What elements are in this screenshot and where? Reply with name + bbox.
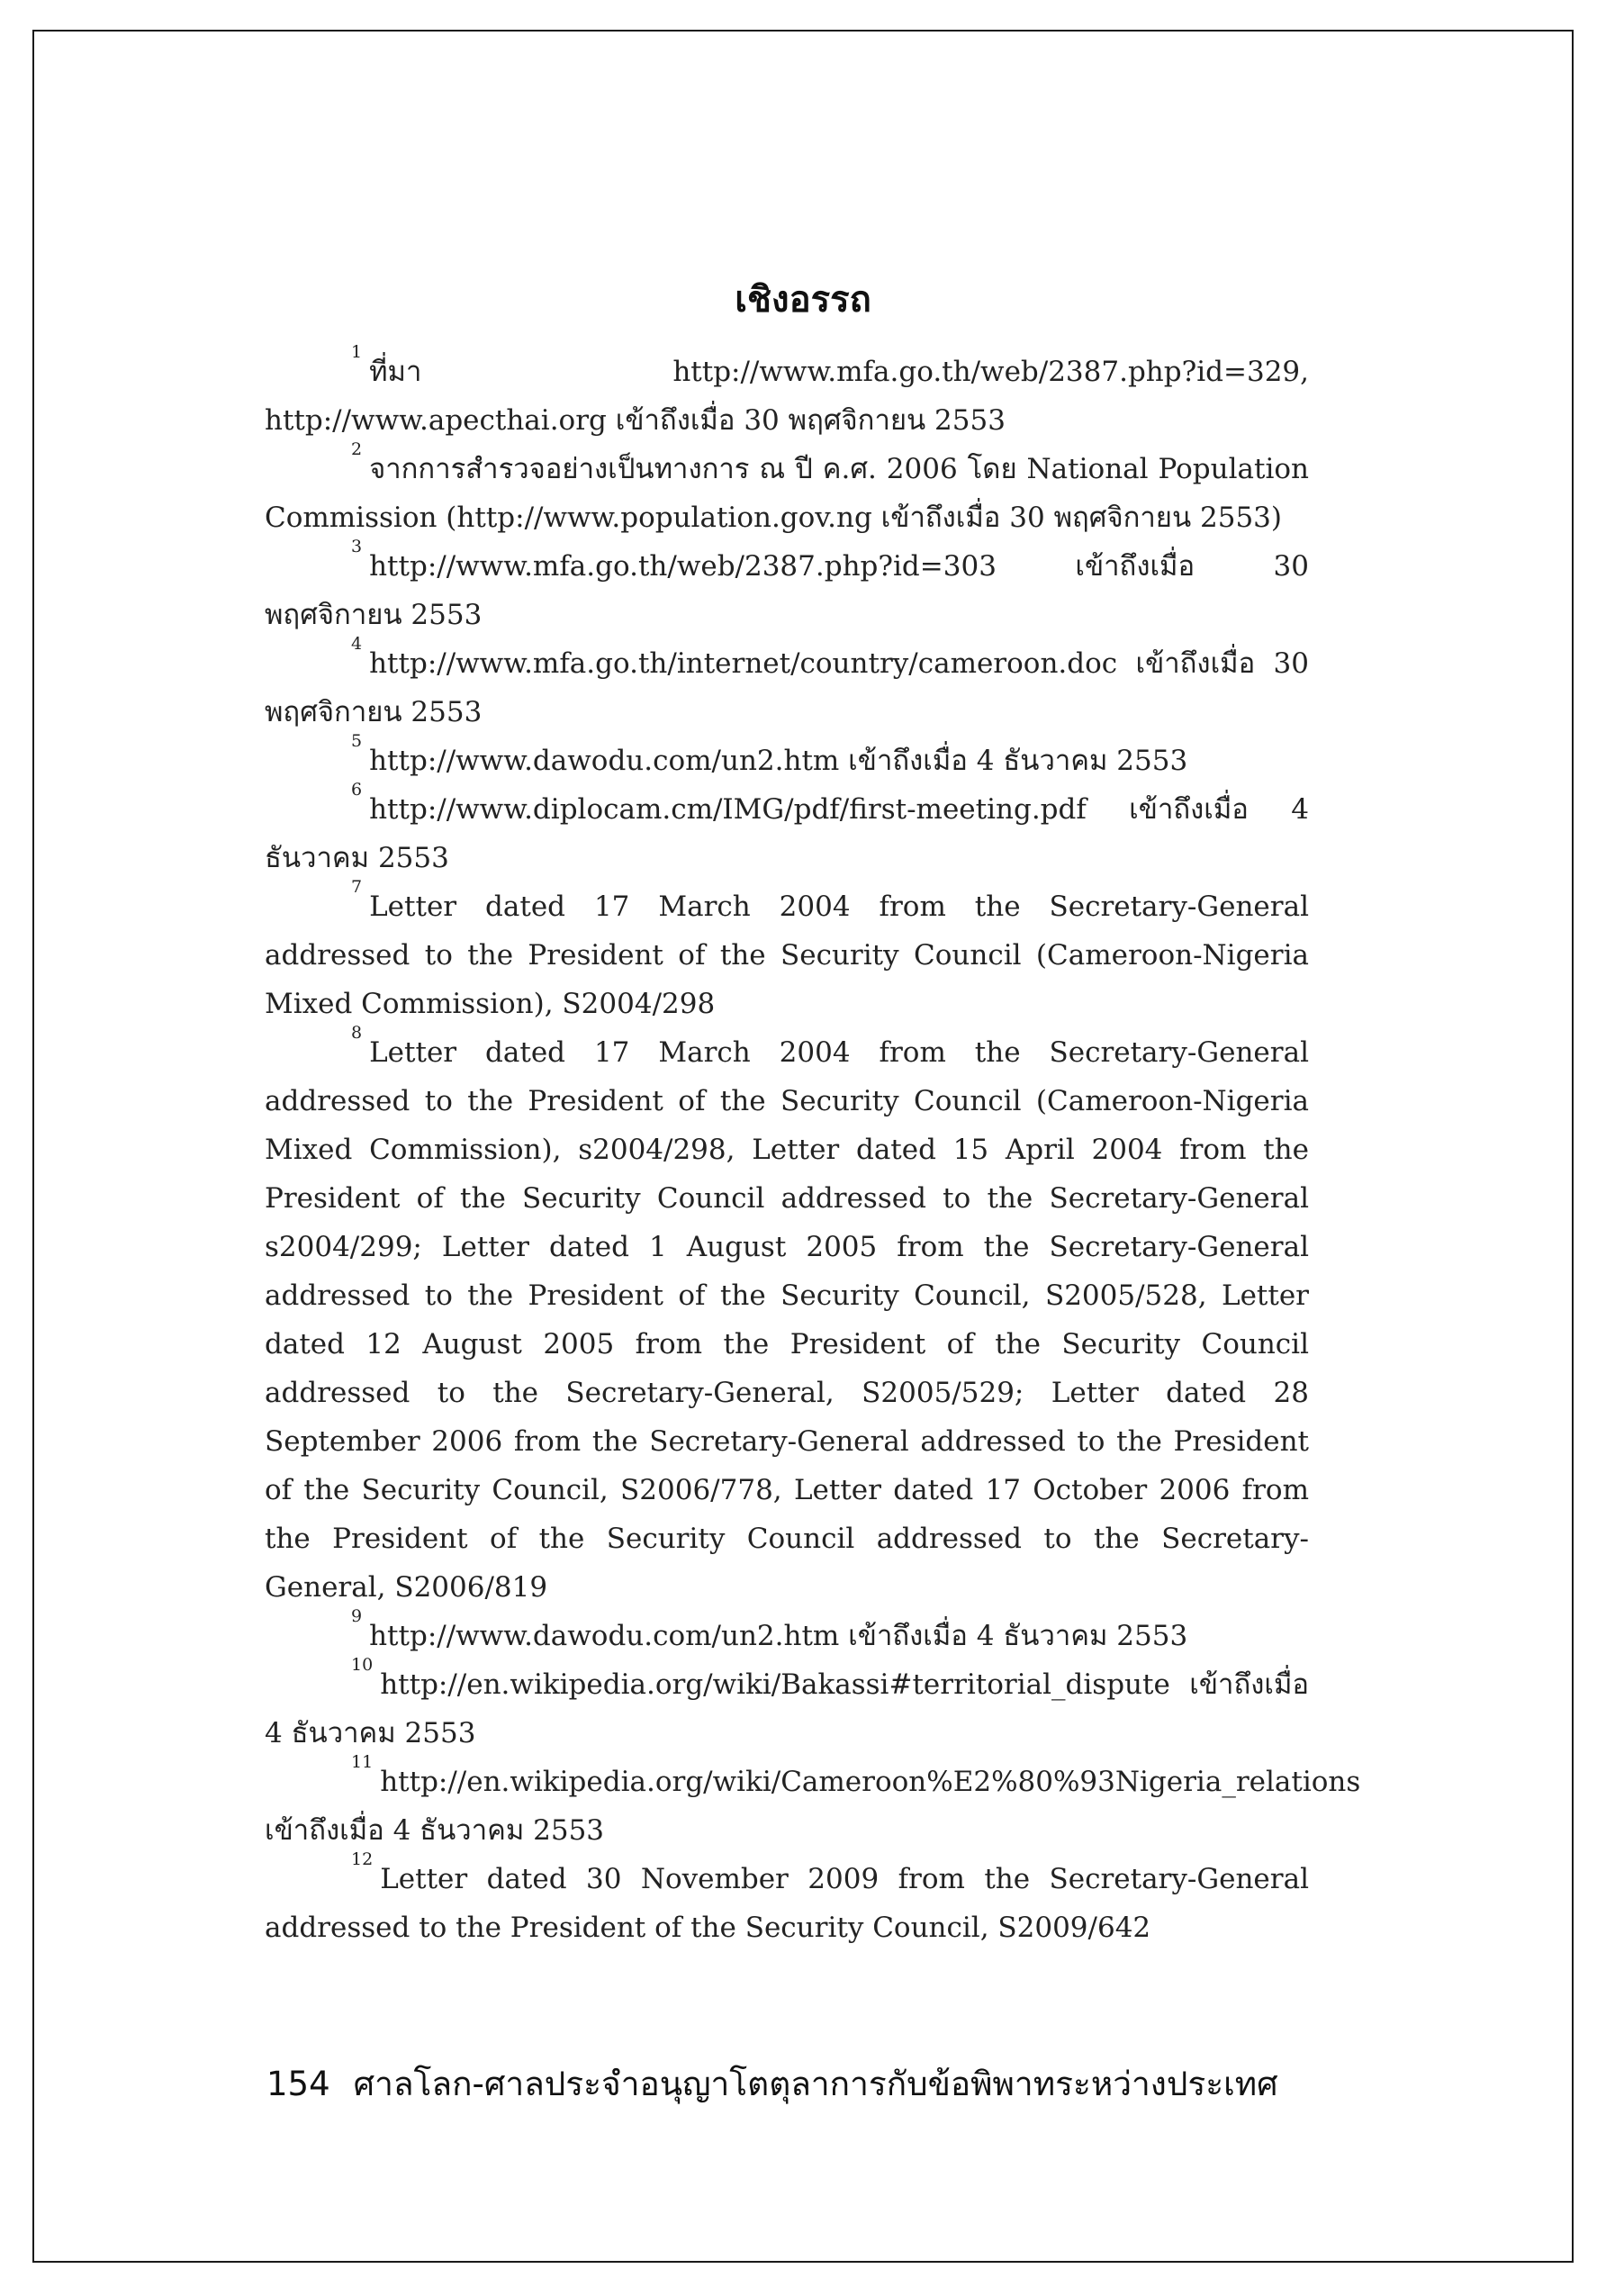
footnote-text: Letter dated 17 March 2004 from the Secretary-General addressed to the President of the Security Council (Cameroon-Nigeria Mixed Commission), S2004/298 (265, 890, 1309, 1020)
footnote-text: Letter dated 30 November 2009 from the Secretary-General addressed to the President of the Security Council, S2009/642 (265, 1863, 1309, 1944)
footnote (265, 439, 1309, 542)
footnote-text: http://www.diplocam.cm/IMG/pdf/first-meeting.pdf เข้าถึงเมื่อ 4 ธันวาคม 2553 (265, 793, 1309, 874)
footnote-number: 10 (351, 1655, 374, 1675)
page-title: เชิงอรรถ (735, 278, 871, 321)
footnote (265, 731, 1309, 785)
footnote-number: 4 (351, 634, 363, 654)
footnote (265, 1023, 1309, 1612)
footnote (265, 1655, 1309, 1758)
footnote-number: 2 (351, 439, 363, 459)
footnote (265, 342, 1309, 445)
footnote-text: Letter dated 17 March 2004 from the Secretary-General addressed to the President of the Security Council (Cameroon-Nigeria Mixed Commission), s2004/298, Letter dated 15 April 2004 from the President of the Security Council addressed to the Secretary-General s2004/299; Letter dated 1 August 2005 from the Secretary-General addressed to the President of the Security Council, S2005/528, Letter dated 12 August 2005 from the President of the Security Council addressed to the Secretary-General, S2005/529; Letter dated 28 September 2006 from the Secretary-General addressed to the President of the Security Council, S2006/778, Letter dated 17 October 2006 from the President of the Security Council addressed to the Secretary-General, S2006/819 (265, 1036, 1309, 1604)
footnote (265, 1849, 1309, 1952)
footnote-text: http://www.mfa.go.th/web/2387.php?id=303 เข้าถึงเมื่อ 30 พฤศจิกายน 2553 (265, 550, 1309, 631)
footnote-number: 8 (351, 1023, 363, 1043)
footnote (265, 1752, 1361, 1855)
footnote-number: 6 (351, 780, 363, 800)
footnote-list (265, 342, 1361, 1952)
footnote (265, 1606, 1309, 1660)
page-footer (266, 2062, 1278, 2107)
footnote-number: 3 (351, 537, 363, 556)
footnote (265, 634, 1309, 737)
footnote-number: 9 (351, 1606, 363, 1626)
footnote-number: 5 (351, 731, 363, 751)
footnote-number: 1 (351, 342, 363, 362)
footnote-text: http://en.wikipedia.org/wiki/Cameroon%E2%80%93Nigeria_relations เข้าถึงเมื่อ 4 ธันวาคม 2553 (265, 1766, 1361, 1847)
footnote (265, 780, 1309, 882)
footnote-text: จากการสำรวจอย่างเป็นทางการ ณ ปี ค.ศ. 2006 โดย National Population Commission (http://www.population.gov.ng เข้าถึงเมื่อ 30 พฤศจิกายน 2553) (265, 453, 1309, 534)
footnote-text: http://www.mfa.go.th/internet/country/cameroon.doc เข้าถึงเมื่อ 30 พฤศจิกายน 2553 (265, 647, 1309, 728)
footnote (265, 537, 1309, 639)
footnote-number: 11 (351, 1752, 374, 1772)
footnote-text: ที่มา http://www.mfa.go.th/web/2387.php?id=329, http://www.apecthai.org เข้าถึงเมื่อ 30 พฤศจิกายน 2553 (265, 356, 1309, 437)
footnote-text: http://www.dawodu.com/un2.htm เข้าถึงเมื่อ 4 ธันวาคม 2553 (369, 1620, 1188, 1652)
footnote-number: 7 (351, 877, 363, 897)
footnote-number: 12 (351, 1849, 374, 1869)
page-number: 154 (266, 2065, 330, 2103)
running-title: ศาลโลก-ศาลประจำอนุญาโตตุลาการกับข้อพิพาทระหว่างประเทศ (353, 2065, 1278, 2103)
footnote (265, 877, 1309, 1028)
footnote-text: http://www.dawodu.com/un2.htm เข้าถึงเมื่อ 4 ธันวาคม 2553 (369, 745, 1188, 777)
footnote-text: http://en.wikipedia.org/wiki/Bakassi#territorial_dispute เข้าถึงเมื่อ 4 ธันวาคม 2553 (265, 1668, 1309, 1749)
